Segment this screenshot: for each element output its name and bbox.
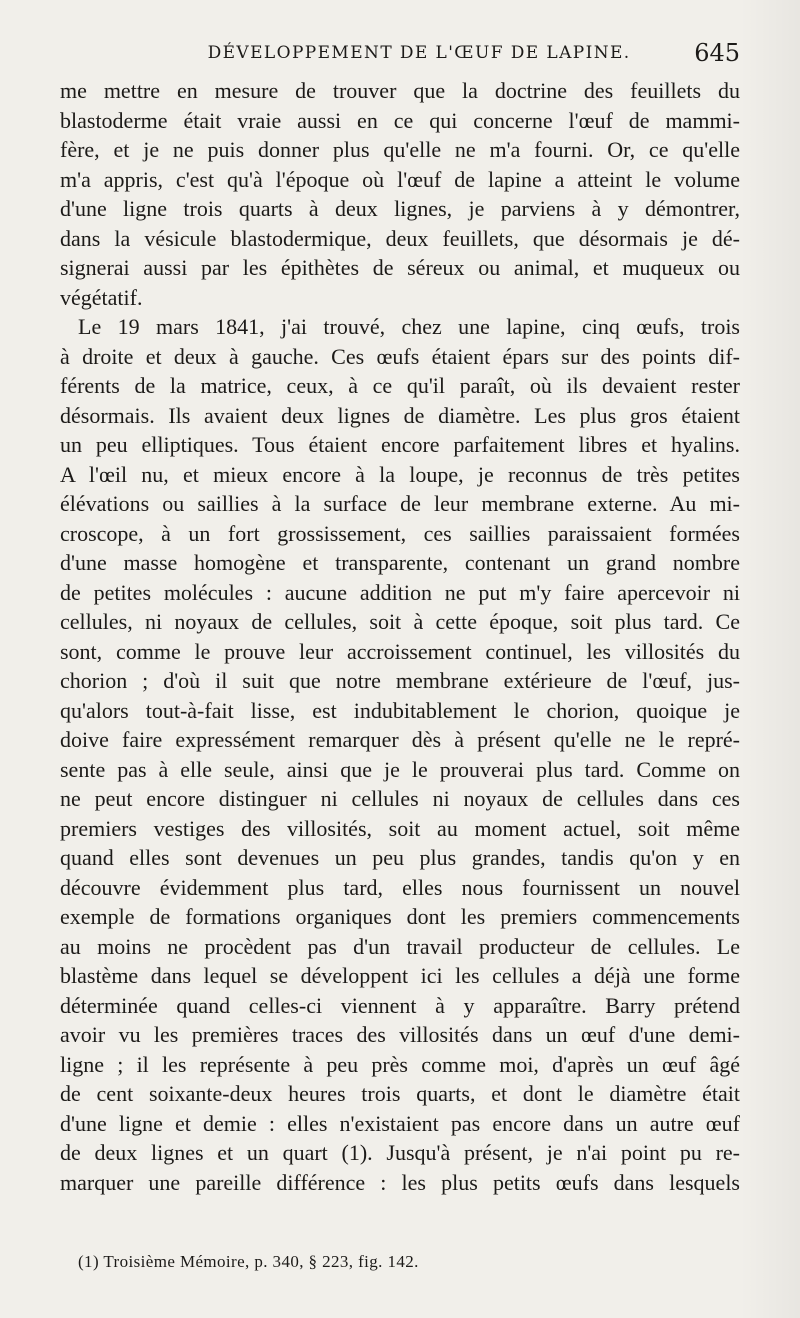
text-line: d'une masse homogène et transparente, contenant un grand nombre bbox=[60, 550, 740, 575]
text-line: d'une ligne et demie : elles n'existaient pas encore dans un autre œuf bbox=[60, 1110, 740, 1136]
text-line: quand elles sont devenues un peu plus grandes, tandis qu'on y en bbox=[60, 845, 740, 870]
text-line: férents de la matrice, ceux, à ce qu'il paraît, où ils devaient rester bbox=[60, 373, 740, 398]
text-line: un peu elliptiques. Tous étaient encore parfaitement libres et hyalins. bbox=[60, 432, 740, 457]
text-line: élévations ou saillies à la surface de leur membrane externe. Au mi- bbox=[60, 491, 740, 516]
text-line: doive faire expressément remarquer dès à présent qu'elle ne le repré- bbox=[60, 727, 740, 752]
text-line: à droite et deux à gauche. Ces œufs étaient épars sur des points dif- bbox=[60, 343, 740, 369]
text-line: de cent soixante-deux heures trois quarts, et dont le diamètre était bbox=[60, 1081, 740, 1106]
text-line: dans la vésicule blastodermique, deux feuillets, que désormais je dé- bbox=[60, 225, 740, 251]
text-line: sont, comme le prouve leur accroissement continuel, les villosités du bbox=[60, 638, 740, 664]
page-number: 645 bbox=[694, 39, 740, 67]
text-line: croscope, à un fort grossissement, ces saillies paraissaient formées bbox=[60, 520, 740, 546]
body-text bbox=[60, 76, 740, 1197]
text-line: premiers vestiges des villosités, soit au moment actuel, soit même bbox=[60, 815, 740, 841]
running-head: DÉVELOPPEMENT DE L'ŒUF DE LAPINE. bbox=[207, 43, 631, 63]
text-line: marquer une pareille différence : les plus petits œufs dans lesquels bbox=[60, 1169, 740, 1195]
text-line: blastème dans lequel se développent ici les cellules a déjà une forme bbox=[60, 963, 740, 988]
text-line: exemple de formations organiques dont les premiers commencements bbox=[60, 904, 740, 929]
text-line: Le 19 mars 1841, j'ai trouvé, chez une lapine, cinq œufs, trois bbox=[78, 314, 740, 339]
text-line: qu'alors tout-à-fait lisse, est indubitablement le chorion, quoique je bbox=[60, 697, 740, 723]
text-line: cellules, ni noyaux de cellules, soit à cette époque, soit plus tard. Ce bbox=[60, 609, 740, 634]
text-line: de petites molécules : aucune addition ne put m'y faire apercevoir ni bbox=[60, 579, 740, 605]
text-line: découvre évidemment plus tard, elles nous fournissent un nouvel bbox=[60, 874, 740, 900]
text-line: désormais. Ils avaient deux lignes de diamètre. Les plus gros étaient bbox=[60, 402, 740, 428]
text-line: au moins ne procèdent pas d'un travail producteur de cellules. Le bbox=[60, 933, 740, 959]
text-line: fère, et je ne puis donner plus qu'elle ne m'a fourni. Or, ce qu'elle bbox=[60, 137, 740, 162]
text-line: ligne ; il les représente à peu près comme moi, d'après un œuf âgé bbox=[60, 1051, 740, 1077]
text-line: d'une ligne trois quarts à deux lignes, je parviens à y démontrer, bbox=[60, 196, 740, 221]
text-line: végétatif. bbox=[60, 284, 143, 310]
text-line: chorion ; d'où il suit que notre membrane extérieure de l'œuf, jus- bbox=[60, 668, 740, 693]
text-line: sente pas à elle seule, ainsi que je le prouverai plus tard. Comme on bbox=[60, 756, 740, 782]
text-line: avoir vu les premières traces des villosités dans un œuf d'une demi- bbox=[60, 1022, 740, 1047]
text-line: me mettre en mesure de trouver que la doctrine des feuillets du bbox=[60, 78, 740, 103]
text-line: déterminée quand celles-ci viennent à y apparaître. Barry prétend bbox=[60, 992, 740, 1018]
text-line: de deux lignes et un quart (1). Jusqu'à présent, je n'ai point pu re- bbox=[60, 1140, 740, 1165]
text-line: A l'œil nu, et mieux encore à la loupe, je reconnus de très petites bbox=[60, 461, 740, 487]
page-header bbox=[60, 38, 740, 68]
text-line: m'a appris, c'est qu'à l'époque où l'œuf de lapine a atteint le volume bbox=[60, 166, 740, 192]
footnote: (1) Troisième Mémoire, p. 340, § 223, fig. 142. bbox=[78, 1252, 419, 1271]
text-line: signerai aussi par les épithètes de séreux ou animal, et muqueux ou bbox=[60, 255, 740, 280]
text-line: ne peut encore distinguer ni cellules ni noyaux de cellules dans ces bbox=[60, 786, 740, 811]
text-line: blastoderme était vraie aussi en ce qui concerne l'œuf de mammi- bbox=[60, 107, 740, 133]
